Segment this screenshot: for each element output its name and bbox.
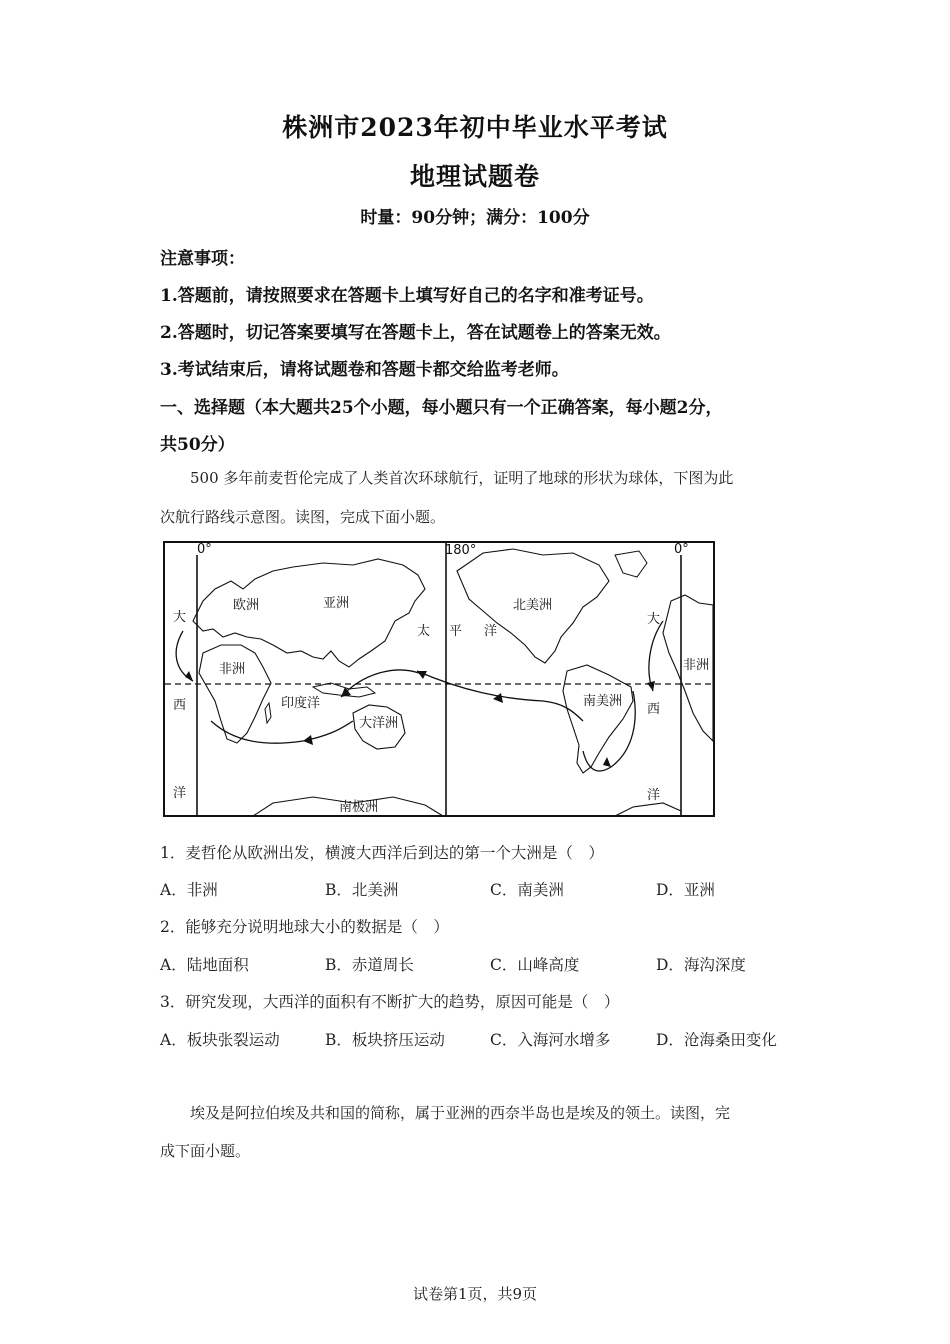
question-stem: 3．研究发现，大西洋的面积有不断扩大的趋势，原因可能是（ ）: [160, 993, 620, 1011]
voyage-route-map: [163, 541, 715, 817]
label-lon180: 180°: [445, 543, 477, 558]
option-a: A．陆地面积: [160, 956, 249, 974]
passage-text: 成下面小题。: [160, 1142, 251, 1160]
label-atlantic-right: 西: [647, 702, 661, 717]
option-c: C．南美洲: [490, 881, 564, 899]
option-d: D．海沟深度: [656, 956, 746, 974]
question-stem: 2．能够充分说明地球大小的数据是（ ）: [160, 918, 449, 936]
option-b: B．板块挤压运动: [325, 1031, 445, 1049]
option-a: A．非洲: [160, 881, 218, 899]
exam-title: 株洲市2023年初中毕业水平考试: [282, 113, 668, 142]
label-indian-ocean: 印度洋: [281, 696, 321, 711]
label-atlantic-left: 洋: [173, 786, 187, 801]
label-asia: 亚洲: [323, 596, 350, 611]
label-lon0-right: 0°: [674, 542, 689, 557]
label-atlantic-left: 西: [173, 698, 187, 713]
exam-meta: 时量：90分钟；满分：100分: [360, 208, 590, 228]
label-africa-right: 非洲: [683, 658, 710, 673]
option-a: A．板块张裂运动: [160, 1031, 280, 1049]
label-pacific: 平: [449, 624, 463, 639]
passage-text: 500 多年前麦哲伦完成了人类首次环球航行，证明了地球的形状为球体，下图为此: [190, 469, 734, 487]
label-pacific: 洋: [484, 624, 498, 639]
option-b: B．北美洲: [325, 881, 399, 899]
notice-item: 1.答题前，请按照要求在答题卡上填写好自己的名字和准考证号。: [160, 286, 654, 306]
label-south-america: 南美洲: [583, 694, 623, 709]
label-north-america: 北美洲: [513, 598, 553, 613]
label-atlantic-right: 洋: [647, 788, 661, 803]
option-c: C．山峰高度: [490, 956, 580, 974]
question-stem: 1．麦哲伦从欧洲出发，横渡大西洋后到达的第一个大洲是（ ）: [160, 844, 604, 862]
option-d: D．亚洲: [656, 881, 715, 899]
passage-text: 次航行路线示意图。读图，完成下面小题。: [160, 508, 446, 526]
option-d: D．沧海桑田变化: [656, 1031, 777, 1049]
map-frame: [164, 542, 714, 816]
notice-item: 2.答题时，切记答案要填写在答题卡上，答在试题卷上的答案无效。: [160, 323, 671, 343]
label-africa-left: 非洲: [219, 662, 246, 677]
label-atlantic-left: 大: [173, 610, 187, 625]
option-b: B．赤道周长: [325, 956, 414, 974]
label-pacific: 太: [417, 624, 431, 639]
passage-text: 埃及是阿拉伯埃及共和国的简称，属于亚洲的西奈半岛也是埃及的领土。读图，完: [190, 1104, 731, 1122]
section-heading-cont: 共50分）: [160, 435, 235, 455]
label-atlantic-right: 大: [647, 612, 661, 627]
page-footer: 试卷第1页，共9页: [412, 1285, 538, 1303]
label-antarctica: 南极洲: [339, 800, 379, 815]
notice-heading: 注意事项：: [160, 249, 245, 269]
exam-subtitle: 地理试题卷: [409, 162, 540, 191]
label-europe: 欧洲: [233, 598, 260, 613]
notice-item: 3.考试结束后，请将试题卷和答题卡都交给监考老师。: [160, 360, 569, 380]
label-oceania: 大洋洲: [359, 716, 399, 731]
label-lon0-left: 0°: [197, 542, 212, 557]
option-c: C．入海河水增多: [490, 1031, 611, 1049]
section-heading: 一、选择题（本大题共25个小题，每小题只有一个正确答案，每小题2分，: [160, 398, 723, 418]
